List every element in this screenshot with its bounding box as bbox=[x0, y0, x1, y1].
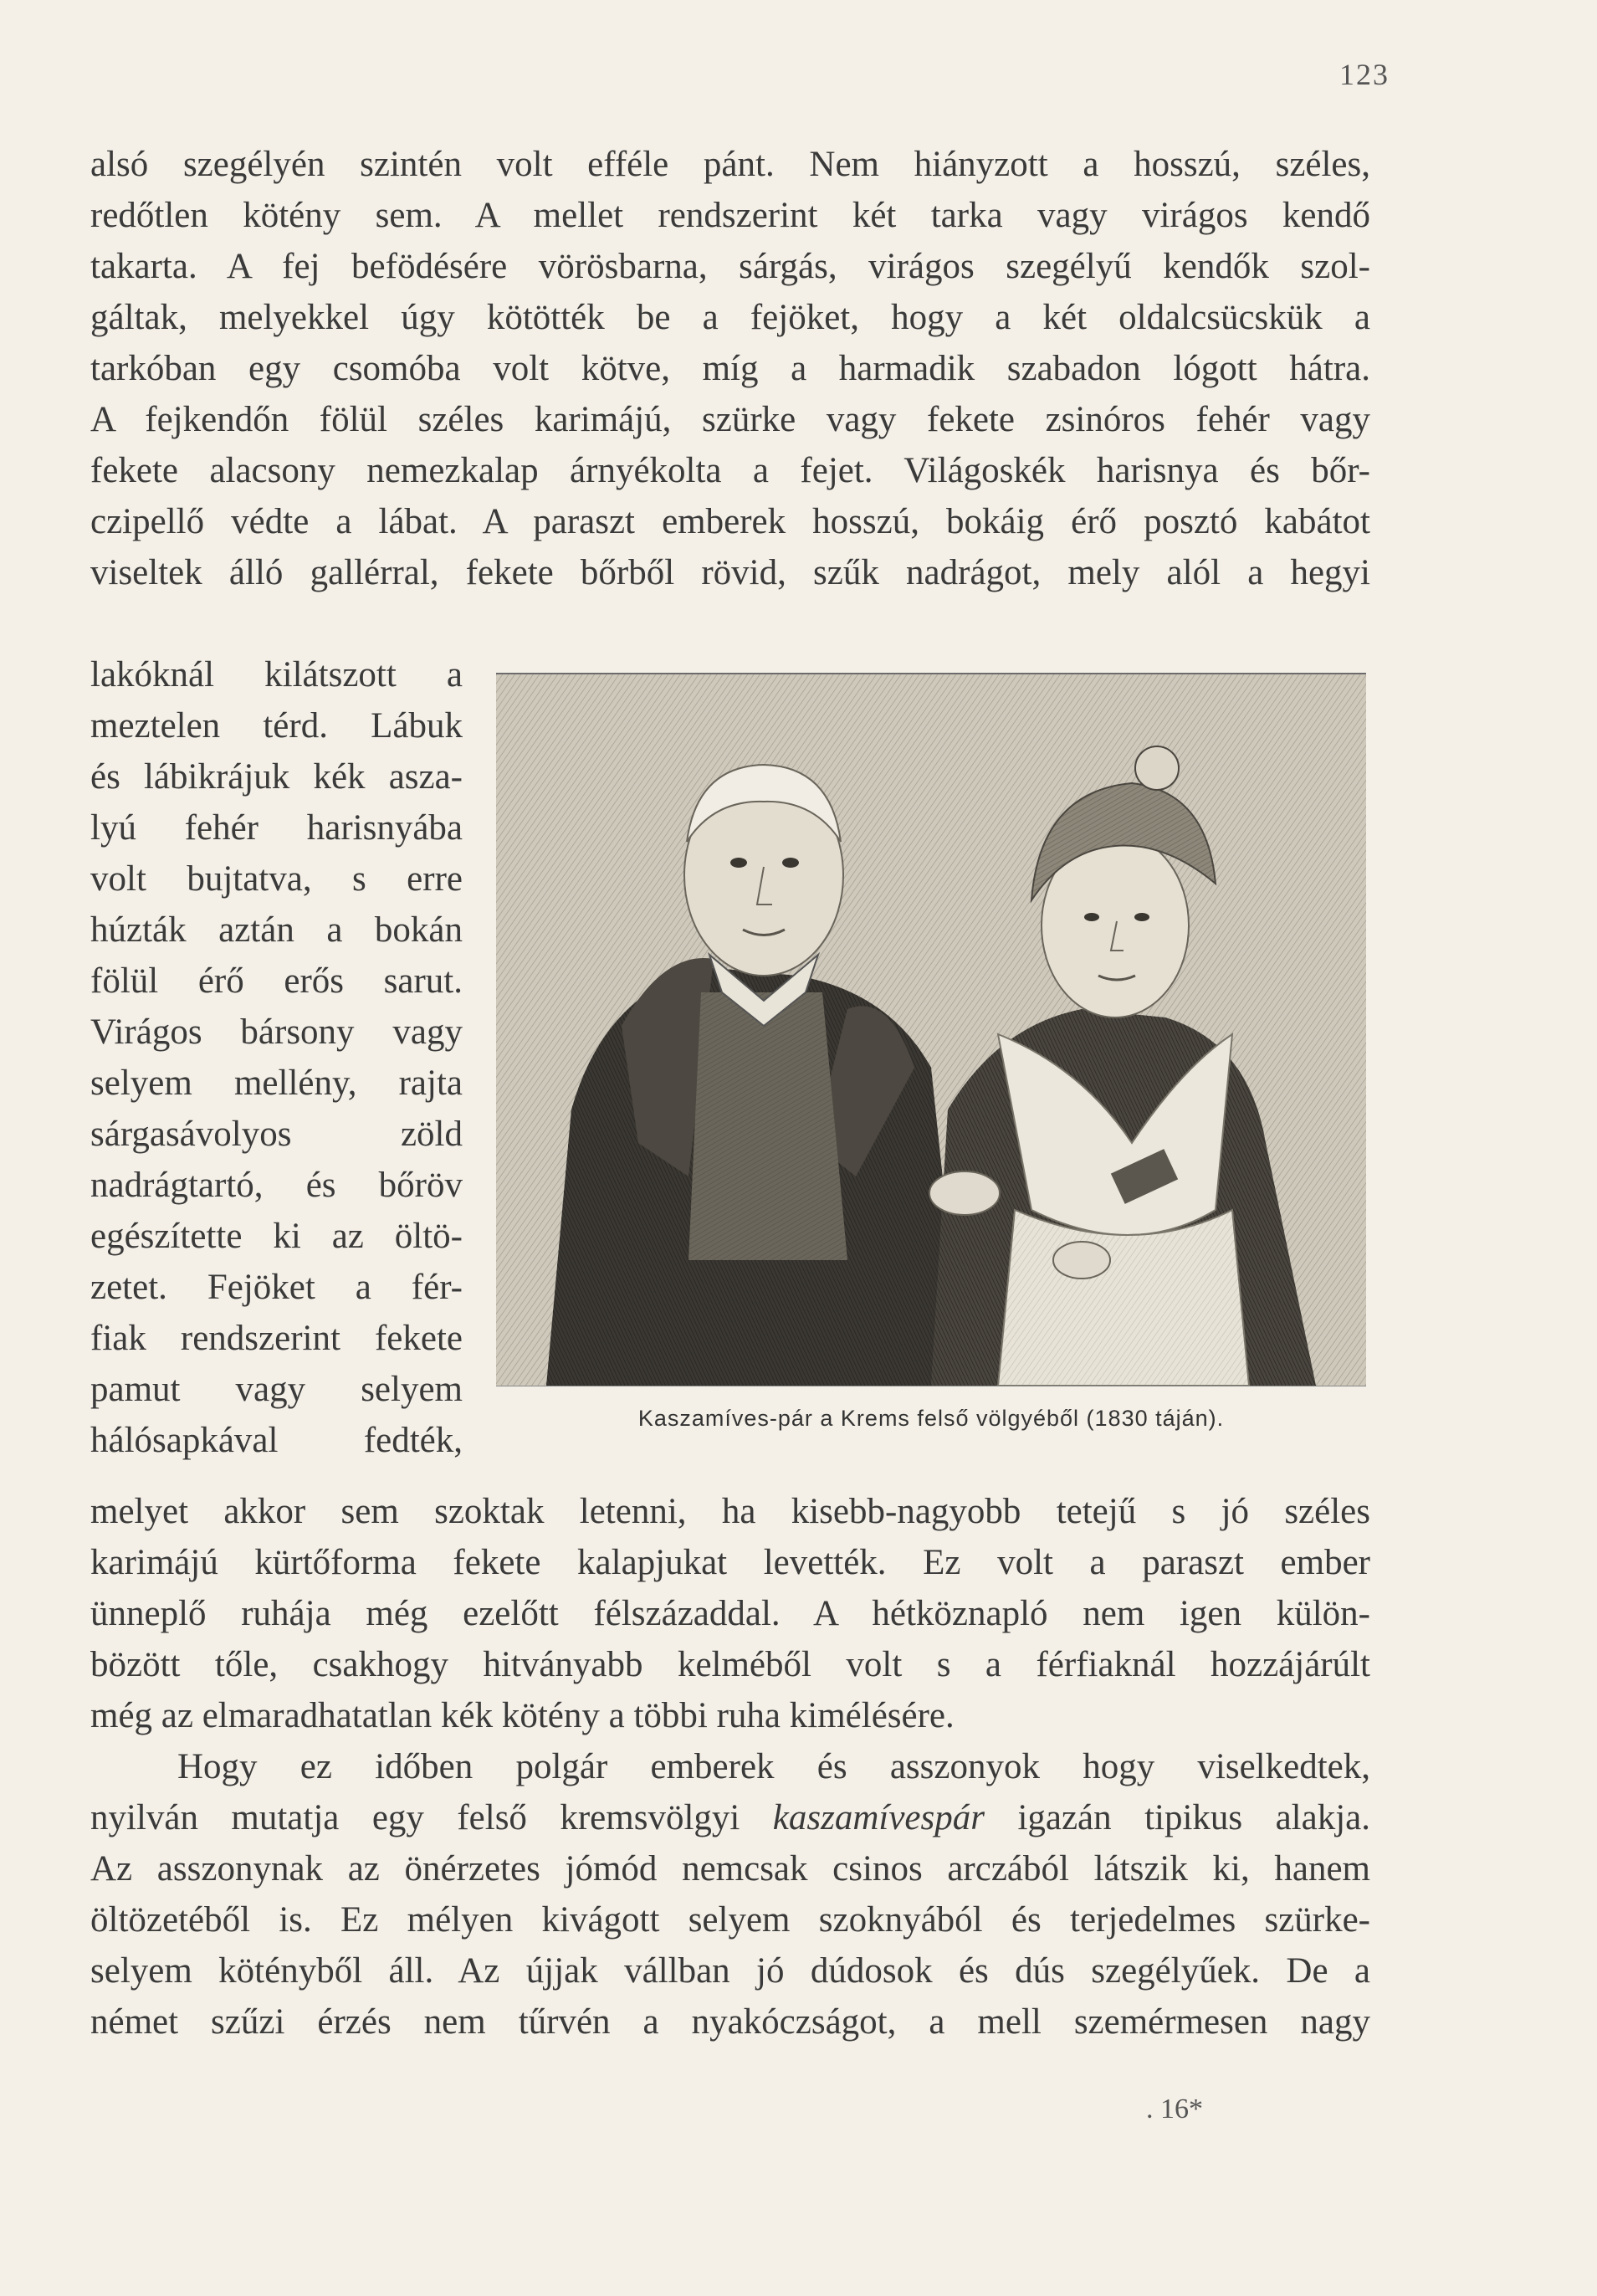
engraving-illustration bbox=[496, 673, 1366, 1386]
text-line: selyem kötényből áll. Az újjak vállban jó dúdosok és dús szegélyűek. De a bbox=[90, 1951, 1370, 1991]
text-line: öltözetéből is. Ez mélyen kivágott selyem szoknyából és terjedelmes szürke- bbox=[90, 1900, 1370, 1940]
text-line: volt bujtatva, s erre bbox=[90, 859, 463, 899]
text-line: alsó szegélyén szintén volt efféle pánt. Nem hiányzott a hosszú, széles, bbox=[90, 145, 1370, 184]
text-line: Hogy ez időben polgár emberek és asszonyok hogy viselkedtek, bbox=[177, 1747, 1370, 1786]
text-line: még az elmaradhatatlan kék kötény a többi ruha kimélésére. bbox=[90, 1696, 955, 1735]
text-line: lakóknál kilátszott a bbox=[90, 655, 463, 694]
text-line: czipellő védte a lábat. A paraszt emberek hosszú, bokáig érő posztó kabátot bbox=[90, 502, 1370, 541]
text-line: karimájú kürtőforma fekete kalapjukat levették. Ez volt a paraszt ember bbox=[90, 1543, 1370, 1582]
text-line: Virágos bársony vagy bbox=[90, 1012, 463, 1052]
text-line: lyú fehér harisnyába bbox=[90, 808, 463, 848]
text-line: és lábikrájuk kék asza- bbox=[90, 757, 463, 797]
text-line: A fejkendőn fölül széles karimájú, szürke vagy fekete zsinóros fehér vagy bbox=[90, 400, 1370, 439]
text-line: fekete alacsony nemezkalap árnyékolta a fejet. Világoskék harisnya és bőr- bbox=[90, 451, 1370, 490]
text-line: egészítette ki az öltö- bbox=[90, 1217, 463, 1256]
text-line: húzták aztán a bokán bbox=[90, 910, 463, 950]
text-line: selyem mellény, rajta bbox=[90, 1063, 463, 1103]
text-line: takarta. A fej befödésére vörösbarna, sárgás, virágos szegélyű kendők szol- bbox=[90, 247, 1370, 286]
text-line: sárgasávolyos zöld bbox=[90, 1115, 463, 1154]
text-line: zetet. Fejöket a fér- bbox=[90, 1268, 463, 1307]
text-line: redőtlen kötény sem. A mellet rendszerint két tarka vagy virágos kendő bbox=[90, 196, 1370, 235]
side-column-text bbox=[90, 649, 463, 1466]
text-line: ünneplő ruhája még ezelőtt félszázaddal. A hétköznapló nem igen külön- bbox=[90, 1594, 1370, 1633]
text-line: Az asszonynak az önérzetes jómód nemcsak csinos arczából látszik ki, hanem bbox=[90, 1849, 1370, 1889]
text-segment: igazán tipikus alakja. bbox=[985, 1798, 1370, 1837]
text-line: fiak rendszerint fekete bbox=[90, 1319, 463, 1358]
italic-term: kaszamívespár bbox=[772, 1798, 985, 1837]
text-line: német szűzi érzés nem tűrvén a nyakóczságot, a mell szemérmesen nagy bbox=[90, 2002, 1370, 2042]
bottom-paragraphs bbox=[90, 1486, 1370, 2047]
page-number: 123 bbox=[1339, 58, 1390, 91]
text-segment: nyilván mutatja egy felső kremsvölgyi bbox=[90, 1798, 773, 1837]
text-line: bözött tőle, csakhogy hitványabb kelméből volt s a férfiaknál hozzájárúlt bbox=[90, 1645, 1370, 1684]
text-line: viseltek álló gallérral, fekete bőrből rövid, szűk nadrágot, mely alól a hegyi bbox=[90, 553, 1370, 592]
text-line: gáltak, melyekkel úgy kötötték be a fejöket, hogy a két oldalcsücskük a bbox=[90, 298, 1370, 337]
text-line: hálósapkával fedték, bbox=[90, 1421, 463, 1460]
text-line: fölül érő erős sarut. bbox=[90, 961, 463, 1001]
text-line bbox=[90, 1792, 1370, 1843]
text-line: pamut vagy selyem bbox=[90, 1370, 463, 1409]
signature-mark: . 16* bbox=[1146, 2094, 1203, 2124]
text-line: nadrágtartó, és bőröv bbox=[90, 1166, 463, 1205]
text-line: tarkóban egy csomóba volt kötve, míg a harmadik szabadon lógott hátra. bbox=[90, 349, 1370, 388]
top-paragraph bbox=[90, 139, 1370, 598]
text-line: melyet akkor sem szoktak letenni, ha kisebb-nagyobb tetejű s jó széles bbox=[90, 1492, 1370, 1531]
text-line: meztelen térd. Lábuk bbox=[90, 706, 463, 746]
figure-caption: Kaszamíves-pár a Krems felső völgyéből (1830 táján). bbox=[637, 1406, 1225, 1431]
couple-portrait-engraving bbox=[496, 674, 1366, 1386]
